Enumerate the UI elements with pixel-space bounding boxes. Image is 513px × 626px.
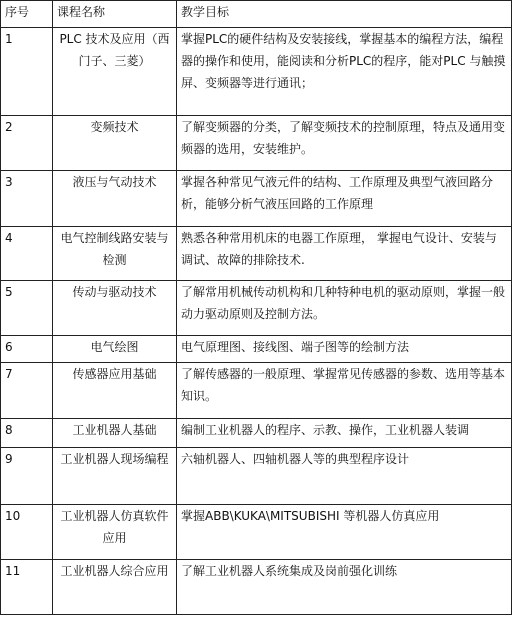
table-row: [1, 363, 512, 419]
row-number: 4: [1, 227, 53, 281]
course-name: 工业机器人现场编程: [53, 448, 177, 505]
course-name: 电气绘图: [53, 336, 177, 363]
table-row: [1, 505, 512, 560]
table-row: [1, 419, 512, 448]
row-number: 1: [1, 28, 53, 116]
course-goal: 掌握各种常见气液元件的结构、工作原理及典型气液回路分析，能够分析气液压回路的工作原理: [177, 171, 512, 227]
header-no: 序号: [1, 1, 53, 28]
course-goal: 六轴机器人、四轴机器人等的典型程序设计: [177, 448, 512, 505]
row-number: 2: [1, 116, 53, 171]
course-goal: 掌握ABB\KUKA\MITSUBISHI 等机器人仿真应用: [177, 505, 512, 560]
course-name: 电气控制线路安装与检测: [53, 227, 177, 281]
row-number: 9: [1, 448, 53, 505]
table-row: [1, 116, 512, 171]
table-row: [1, 171, 512, 227]
course-name: 传动与驱动技术: [53, 281, 177, 336]
header-course-name: 课程名称: [53, 1, 177, 28]
table-row: [1, 560, 512, 615]
course-goal: 了解常用机械传动机构和几种特种电机的驱动原则，掌握一般动力驱动原则及控制方法。: [177, 281, 512, 336]
course-goal: 了解工业机器人系统集成及岗前强化训练: [177, 560, 512, 615]
row-number: 5: [1, 281, 53, 336]
course-name: 工业机器人基础: [53, 419, 177, 448]
course-goal: 了解传感器的一般原理、掌握常见传感器的参数、选用等基本知识。: [177, 363, 512, 419]
course-name: 液压与气动技术: [53, 171, 177, 227]
row-number: 10: [1, 505, 53, 560]
header-teaching-goal: 教学目标: [177, 1, 512, 28]
course-goal: 电气原理图、接线图、端子图等的绘制方法: [177, 336, 512, 363]
course-goal: 熟悉各种常用机床的电器工作原理， 掌握电气设计、安装与调试、故障的排除技术.: [177, 227, 512, 281]
course-name: 变频技术: [53, 116, 177, 171]
course-goal: 掌握PLC的硬件结构及安装接线，掌握基本的编程方法，编程器的操作和使用，能阅读和分析PLC的程序，能对PLC 与触摸屏、变频器等进行通讯；: [177, 28, 512, 116]
course-name: PLC 技术及应用（西门子、三菱）: [53, 28, 177, 116]
course-goal: 编制工业机器人的程序、示教、操作，工业机器人装调: [177, 419, 512, 448]
course-name: 传感器应用基础: [53, 363, 177, 419]
table-row: [1, 448, 512, 505]
course-goal: 了解变频器的分类，了解变频技术的控制原理，特点及通用变频器的选用，安装维护。: [177, 116, 512, 171]
table-row: [1, 336, 512, 363]
course-name: 工业机器人综合应用: [53, 560, 177, 615]
table-row: [1, 28, 512, 116]
row-number: 3: [1, 171, 53, 227]
table-header-row: [1, 1, 512, 28]
course-name: 工业机器人仿真软件应用: [53, 505, 177, 560]
table-row: [1, 281, 512, 336]
row-number: 7: [1, 363, 53, 419]
row-number: 6: [1, 336, 53, 363]
row-number: 8: [1, 419, 53, 448]
table-row: [1, 227, 512, 281]
row-number: 11: [1, 560, 53, 615]
